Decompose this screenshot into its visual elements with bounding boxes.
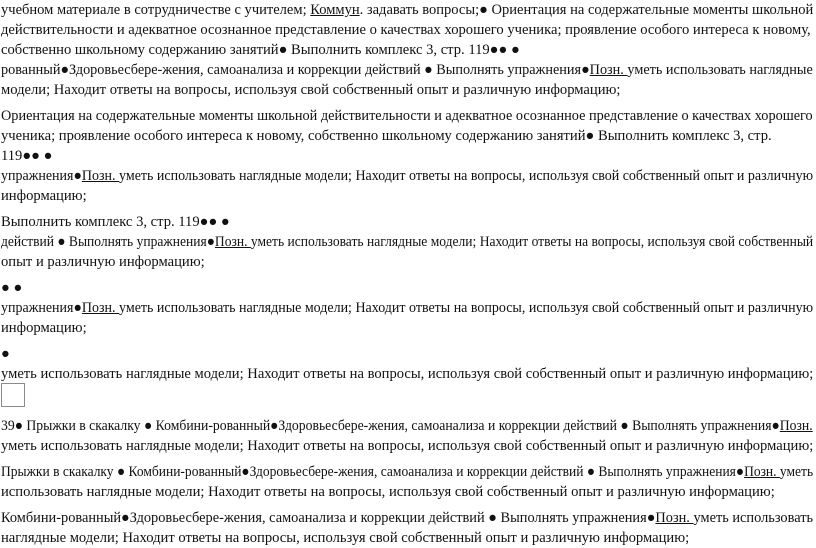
text-run: учебном материале в сотрудничестве с учителем;	[1, 2, 311, 18]
underlined-term: Позн.	[779, 418, 813, 434]
text-run: 39● Прыжки в скакалку ● Комбини-рованный●Здоровьесбере-жения, самоанализа и коррекции действий ● Выполнять упражнения●	[1, 418, 780, 434]
text-line	[1, 60, 813, 80]
text-run: уметь использовать наглядные модели; Находит ответы на вопросы, используя свой собственный опыт и различную	[119, 168, 814, 184]
text-run: ученика; проявление особого интереса к новому, собственно школьному содержанию занятий● Выполнить комплекс 3, стр.	[1, 128, 772, 144]
text-line	[1, 20, 811, 40]
text-run: ● ●	[1, 280, 23, 296]
text-line	[1, 126, 772, 146]
text-line	[1, 436, 813, 456]
text-run: 119●● ●	[1, 148, 53, 164]
text-line	[1, 416, 813, 436]
text-run: рованный●Здоровьесбере-жения, самоанализа и коррекции действий ● Выполнять упражнения●	[1, 62, 590, 78]
text-run: упражнения●	[1, 168, 82, 184]
text-line	[1, 166, 813, 186]
text-line	[1, 298, 813, 318]
text-line	[1, 146, 52, 166]
text-run: информацию;	[1, 320, 87, 336]
text-line	[1, 106, 813, 126]
text-run: уметь использовать наглядные модели; Находит ответы на вопросы, используя свой собственный опыт и различную	[119, 300, 814, 316]
text-line	[1, 318, 87, 338]
text-run: Ориентация на содержательные моменты школьной действительности и адекватное осознанное представление о качествах хорошего	[1, 108, 813, 124]
text-run: уметь использовать	[693, 510, 814, 526]
text-run: уметь использовать наглядные	[627, 62, 813, 78]
text-run: действительности и адекватное осознанное представление о качествах хорошего ученика; проявление особого интереса к новому,	[1, 22, 811, 38]
text-line	[1, 80, 620, 100]
text-run: уметь	[779, 464, 814, 480]
underlined-term: Позн.	[214, 234, 251, 250]
underlined-term: Позн.	[589, 62, 628, 78]
text-line	[1, 252, 205, 272]
text-run: упражнения●	[1, 300, 82, 316]
text-line	[1, 212, 230, 232]
empty-image-placeholder	[1, 383, 25, 407]
text-run: использовать наглядные модели; Находит ответы на вопросы, используя свой собственный опыт и различную информацию;	[1, 484, 775, 500]
text-line	[1, 232, 813, 252]
text-run: собственно школьному содержанию занятий● Выполнить комплекс 3, стр. 119●● ●	[1, 42, 520, 58]
text-line	[1, 462, 813, 482]
text-line	[1, 0, 813, 20]
text-run: опыт и различную информацию;	[1, 254, 205, 270]
text-run: уметь использовать наглядные модели; Находит ответы на вопросы, используя свой собственный	[250, 234, 814, 250]
text-line	[1, 186, 87, 206]
text-run: наглядные модели; Находит ответы на вопросы, используя свой собственный опыт и различную информацию;	[1, 530, 690, 546]
text-run: модели; Находит ответы на вопросы, используя свой собственный опыт и различную информацию;	[1, 82, 621, 98]
text-run: уметь использовать наглядные модели; Находит ответы на вопросы, используя свой собственный опыт и различную информацию;	[1, 366, 814, 382]
text-line	[1, 364, 813, 384]
text-run: . задавать вопросы;● Ориентация на содержательные моменты школьной	[359, 2, 814, 18]
text-line	[1, 508, 813, 528]
underlined-term: Коммун	[310, 2, 360, 18]
text-run: ●	[1, 346, 10, 362]
underlined-term: Позн.	[81, 168, 120, 184]
text-run: Комбини-рованный●Здоровьесбере-жения, самоанализа и коррекции действий ● Выполнять упражнения●	[1, 510, 656, 526]
text-run: уметь использовать наглядные модели; Находит ответы на вопросы, используя свой собственный опыт и различную информацию;	[1, 438, 814, 454]
text-line	[1, 278, 22, 298]
text-line	[1, 482, 775, 502]
text-run: действий ● Выполнять упражнения●	[1, 234, 215, 250]
underlined-term: Позн.	[81, 300, 120, 316]
underlined-term: Позн.	[744, 464, 780, 480]
text-run: информацию;	[1, 188, 87, 204]
text-line	[1, 40, 520, 60]
text-run: Прыжки в скакалку ● Комбини-рованный●Здоровьесбере-жения, самоанализа и коррекции действий ● Выполнять упражнения●	[1, 464, 745, 480]
text-line	[1, 344, 10, 364]
text-run: Выполнить комплекс 3, стр. 119●● ●	[1, 214, 230, 230]
text-line	[1, 528, 689, 548]
underlined-term: Позн.	[655, 510, 694, 526]
